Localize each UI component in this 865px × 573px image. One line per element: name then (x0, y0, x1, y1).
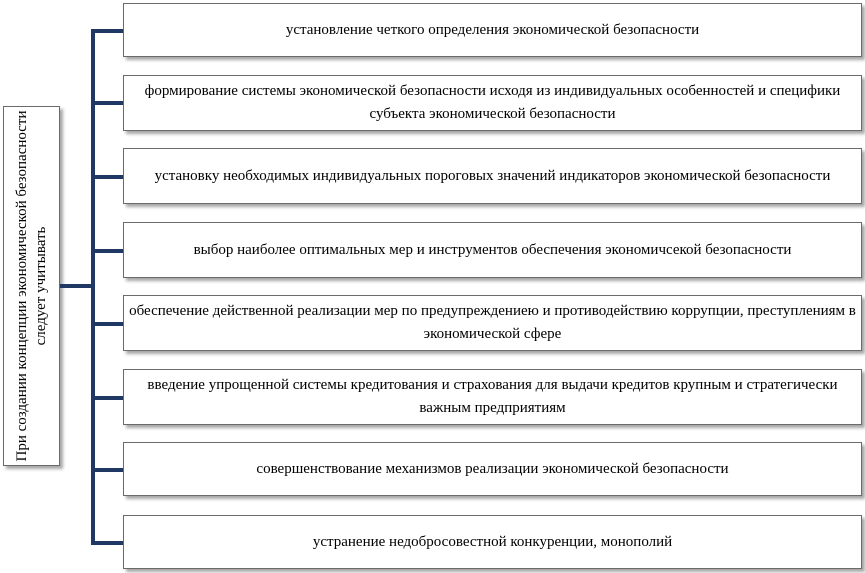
item-label: установление четкого определения экономической безопасности (285, 21, 700, 38)
trunk-line (91, 29, 95, 544)
item-label: введение упрощенной системы кредитования и страхования для выдачи кредитов крупным и стратегически важным предприятиям (147, 377, 838, 416)
item-label: формирование системы экономической безопасности исходя из индивидуальных особенностей и специфики субъекта экономической безопасности (144, 83, 841, 122)
branch-connector (91, 29, 123, 33)
item-box (123, 442, 862, 496)
branch-connector (91, 175, 123, 179)
item-box (123, 3, 862, 57)
item-box (123, 148, 862, 204)
item-box (123, 75, 862, 131)
branch-connector (91, 396, 123, 400)
branch-connector (91, 322, 123, 326)
branch-connector (91, 101, 123, 105)
item-box (123, 369, 862, 425)
item-box (123, 515, 862, 569)
item-label: обеспечение действенной реализации мер по предупреждениею и противодействию коррупции, преступлениям в экономической сфере (129, 303, 856, 342)
root-concept-box (3, 106, 60, 466)
item-label: выбор наиболее оптимальных мер и инструментов обеспечения экономичсекой безопасности (193, 241, 792, 258)
root-concept-label: При создании концепции экономической безопасности следует учитывать (13, 110, 49, 462)
item-box (123, 295, 862, 351)
item-box (123, 222, 862, 278)
item-label: установку необходимых индивидуальных пороговых значений индикаторов экономической безопасности (154, 167, 831, 184)
branch-connector (91, 468, 123, 472)
item-label: устранение недобросовестной конкуренции, монополий (312, 533, 673, 550)
branch-connector (91, 541, 123, 545)
item-label: совершенствование механизмов реализации экономической безопасности (256, 460, 729, 477)
branch-connector (91, 249, 123, 253)
root-connector (60, 284, 93, 288)
